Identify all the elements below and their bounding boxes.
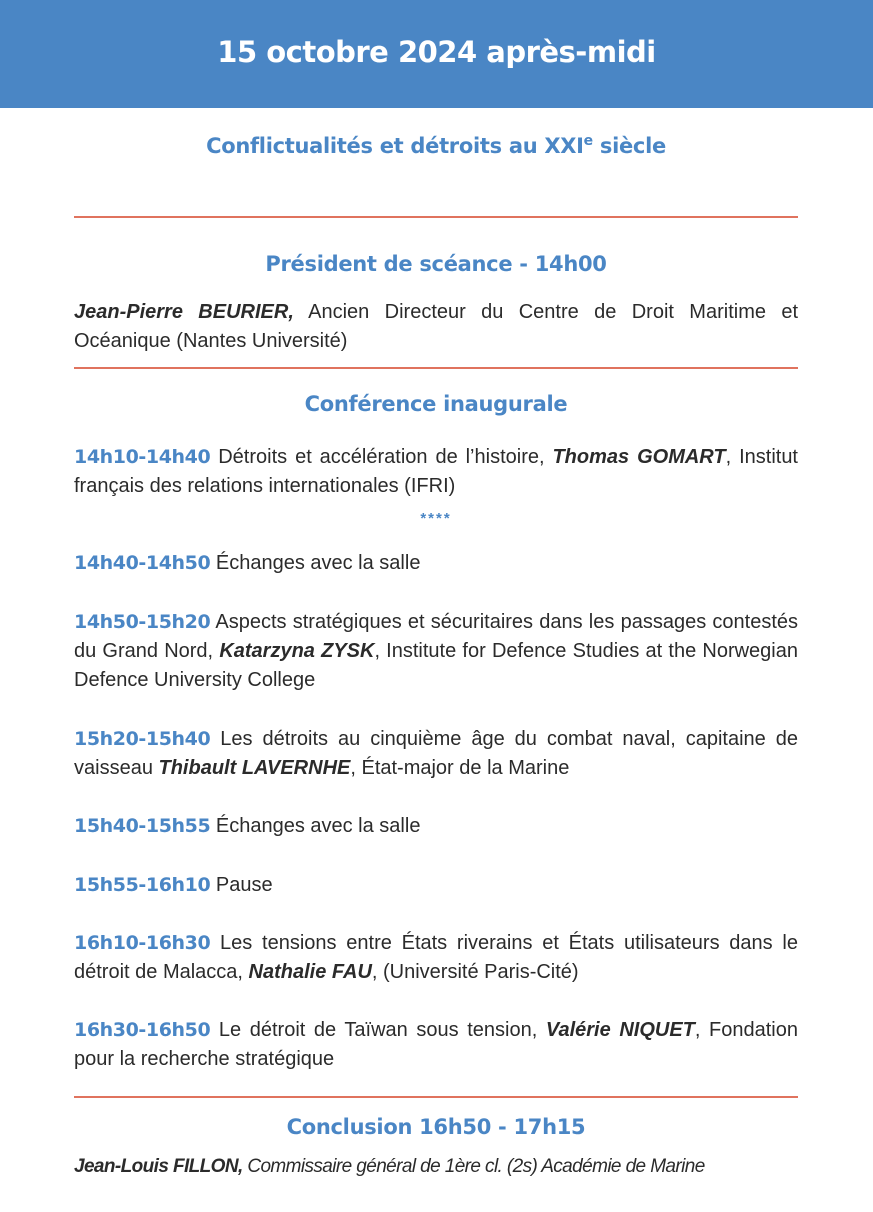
president-entry [74, 298, 798, 356]
conference-entry [74, 443, 798, 501]
session-time: 14h10-14h40 [74, 446, 211, 468]
session-title: Aspects stratégiques et sécuritaires dans les passages contestés du Grand Nord, [74, 611, 798, 662]
conclusion-entry [74, 1152, 798, 1181]
session-time: 14h40-14h50 [74, 552, 211, 574]
session-time: 15h40-15h55 [74, 815, 211, 837]
subtitle-text: Conflictualités et détroits au XXI [206, 134, 584, 158]
speaker-affiliation: , État-major de la Marine [350, 757, 570, 779]
divider [74, 1096, 798, 1098]
president-heading: Président de scéance - 14h00 [265, 252, 607, 276]
schedule-item [74, 725, 798, 783]
divider [74, 216, 798, 218]
conference-heading: Conférence inaugurale [304, 392, 568, 416]
page-title: 15 octobre 2024 après-midi [217, 35, 656, 69]
schedule-item [74, 871, 798, 900]
session-time: 15h20-15h40 [74, 728, 211, 750]
schedule-item [74, 812, 798, 841]
schedule-item [74, 929, 798, 987]
header-banner [0, 0, 873, 108]
session-title: Le détroit de Taïwan sous tension, [210, 1019, 546, 1041]
divider [74, 367, 798, 369]
subtitle [74, 134, 798, 158]
session-time: 16h30-16h50 [74, 1019, 211, 1041]
speaker-affiliation: , Institut français des relations internationales (IFRI) [74, 446, 798, 497]
schedule-item [74, 549, 798, 578]
session-title: Échanges avec la salle [210, 815, 421, 837]
session-time: 14h50-15h20 [74, 611, 211, 633]
speaker-affiliation: , Institute for Defence Studies at the Norwegian Defence University College [74, 640, 798, 691]
conclusion-heading: Conclusion 16h50 - 17h15 [286, 1115, 586, 1139]
session-title: Les tensions entre États riverains et États utilisateurs dans le détroit de Malacca, [74, 932, 798, 983]
conclusion-role: Commissaire général de 1ère cl. (2s) Académie de Marine [242, 1156, 705, 1177]
session-title: Échanges avec la salle [210, 552, 421, 574]
separator-stars: **** [420, 510, 452, 527]
speaker-affiliation: , Fondation pour la recherche stratégique [74, 1019, 798, 1070]
speaker-name: Thibault LAVERNHE [158, 757, 351, 779]
schedule-item [74, 1016, 798, 1074]
session-title: Pause [210, 874, 273, 896]
session-title: Détroits et accélération de l’histoire, [210, 446, 553, 468]
speaker-name: Katarzyna ZYSK [219, 640, 375, 662]
subtitle-tail: siècle [592, 134, 666, 158]
subtitle-superscript: e [583, 133, 593, 149]
speaker-affiliation: , (Université Paris-Cité) [371, 961, 579, 983]
session-title: Les détroits au cinquième âge du combat naval, capitaine de vaisseau [74, 728, 798, 779]
speaker-name: Thomas GOMART [552, 446, 726, 468]
president-role: Ancien Directeur du Centre de Droit Maritime et Océanique (Nantes Université) [74, 301, 799, 352]
speaker-name: Valérie NIQUET [545, 1019, 695, 1041]
schedule-item [74, 608, 798, 695]
session-time: 15h55-16h10 [74, 874, 211, 896]
session-time: 16h10-16h30 [74, 932, 211, 954]
president-name: Jean-Pierre BEURIER, [74, 301, 294, 323]
conclusion-name: Jean-Louis FILLON, [74, 1156, 243, 1177]
speaker-name: Nathalie FAU [248, 961, 372, 983]
